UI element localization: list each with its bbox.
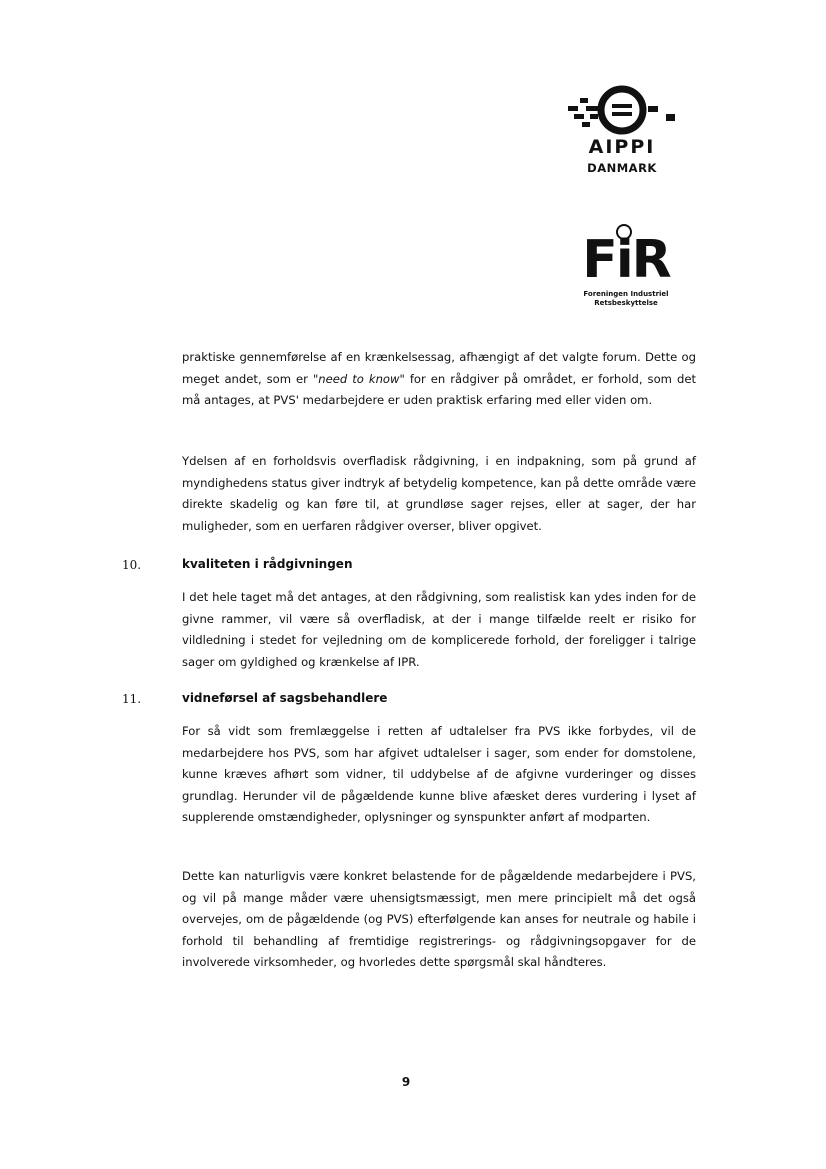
fir-subtitle-line-2: Retsbeskyttelse <box>594 299 658 307</box>
fir-logo <box>566 222 696 322</box>
section-10-number: 10. <box>122 558 142 572</box>
fir-name: FiR <box>582 230 670 290</box>
paragraph-1-emphasis: "need to know" <box>312 371 405 386</box>
aippi-country: DANMARK <box>587 161 657 175</box>
aippi-name: AIPPI <box>588 136 656 158</box>
section-10-text: I det hele taget må det antages, at den rådgivning, som realistisk kan ydes inden for de givne rammer, vil være så overfladisk, at der i mange tilfælde reelt er risiko for vildledning i stedet for vejledning om de komplicerede forhold, der foreligger i talrige sager om gyldighed og krænkelse af IPR. <box>182 590 696 669</box>
section-11-text-1: For så vidt som fremlæggelse i retten af udtalelser fra PVS ikke forbydes, vil de medarbejdere hos PVS, som har afgivet udtalelser i sager, som ender for domstolene, kunne kræves afhørt som vidner, til uddybelse af de afgivne vurderinger og disses grundlag. Herunder vil de pågældende kunne blive afæsket deres vurdering i lyset af supplerende omstændigheder, oplysninger og synspunkter anført af modparten. <box>182 724 696 824</box>
paragraph-2: Ydelsen af en forholdsvis overfladisk rådgivning, i en indpakning, som på grund af myndighedens status giver indtryk af betydelig kompetence, kan på dette område være direkte skadelig og kan føre til, at grundløse sager rejses, eller at sager, der har muligheder, som en uerfaren rådgiver overser, bliver opgivet. <box>182 454 696 533</box>
fir-subtitle <box>566 290 686 308</box>
section-10-title: kvaliteten i rådgivningen <box>182 557 353 571</box>
section-11-text-2: Dette kan naturligvis være konkret belastende for de pågældende medarbejdere i PVS, og vil på mange måder være uhensigtsmæssigt, men mere principielt må det også overvejes, om de pågældende (og PVS) efterfølgende kan anses for neutrale og habile i forhold til behandling af fremtidige registrerings- og rådgivningsopgaver for de involverede virksomheder, og hvorledes dette spørgsmål skal håndteres. <box>182 869 696 969</box>
section-11-number: 11. <box>122 692 142 706</box>
page-number: 9 <box>401 1075 411 1089</box>
aippi-logo <box>556 84 686 194</box>
section-11-title: vidneførsel af sagsbehandlere <box>182 691 388 705</box>
fir-subtitle-line-1: Foreningen Industriel <box>583 290 669 298</box>
aippi-emblem-icon <box>560 84 684 136</box>
paragraph-1 <box>182 347 696 412</box>
paragraph-1-part-2: for en rådgiver på området, er forhold, som det må antages, at PVS' medarbejdere er uden praktisk erfaring med eller viden om. <box>182 371 696 407</box>
paragraph-1-part-1: praktiske gennemførelse af en krænkelsessag, afhængigt af det valgte forum. Dette og meget andet, som er <box>182 350 696 386</box>
